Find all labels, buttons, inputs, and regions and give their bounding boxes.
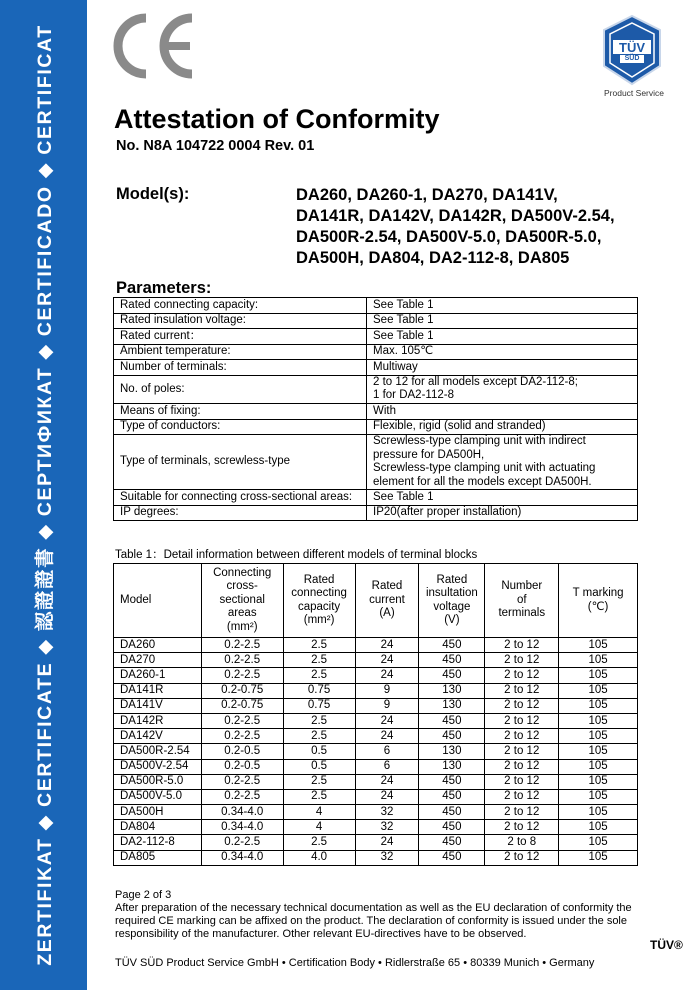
table1-caption: Table 1：Detail information between different models of terminal blocks — [115, 549, 478, 561]
table1-cell: 450 — [419, 835, 485, 850]
table1-cell: 2 to 12 — [485, 850, 559, 865]
table1-cell: 105 — [559, 789, 638, 804]
parameter-value — [367, 360, 638, 376]
table1-cell: 2.5 — [283, 653, 355, 668]
parameter-row — [114, 329, 638, 345]
table1-cell: 24 — [355, 713, 419, 728]
parameter-value — [367, 313, 638, 329]
table-row — [114, 668, 638, 683]
table1-model-cell: DA500H — [114, 805, 202, 820]
parameters-table — [113, 297, 638, 521]
table1-cell: 0.2-2.5 — [201, 789, 283, 804]
table1-cell: 105 — [559, 729, 638, 744]
table1-cell: 0.2-0.5 — [201, 759, 283, 774]
parameter-row — [114, 435, 638, 490]
table1-header-line: (mm²) — [226, 620, 258, 633]
table1-header-cell — [201, 564, 283, 638]
table1-cell: 2.5 — [283, 729, 355, 744]
table1-cell: 2 to 12 — [485, 820, 559, 835]
table1-cell: 6 — [355, 759, 419, 774]
table1-cell: 2 to 12 — [485, 638, 559, 653]
parameter-value — [367, 490, 638, 506]
parameter-name: Type of conductors: — [114, 419, 367, 435]
table1-cell: 32 — [355, 805, 419, 820]
table1-cell: 2.5 — [283, 668, 355, 683]
parameter-value-line: With — [373, 404, 396, 417]
models-line: DA500H, DA804, DA2-112-8, DA805 — [296, 249, 570, 267]
parameter-name: IP degrees: — [114, 505, 367, 521]
table-row — [114, 713, 638, 728]
table1-cell: 0.2-2.5 — [201, 713, 283, 728]
table1-cell: 2 to 12 — [485, 805, 559, 820]
table1-cell: 450 — [419, 713, 485, 728]
table1-header-line: sectional — [219, 593, 265, 606]
disclaimer-text: After preparation of the necessary technical documentation as well as the EU declaration of conformity the required CE marking can be affixed on the product. The declaration of conformity is issued under the sole responsibility of the manufacturer. Other relevant EU-directives have to be observed. — [115, 902, 632, 941]
parameter-row — [114, 505, 638, 521]
table1-cell: 105 — [559, 835, 638, 850]
table1-cell: 2 to 12 — [485, 653, 559, 668]
parameter-value — [367, 329, 638, 345]
table1-cell: 2 to 12 — [485, 729, 559, 744]
parameter-name: Ambient temperature: — [114, 344, 367, 360]
tuv-footer-mark: TÜV® — [650, 938, 683, 952]
table1-cell: 130 — [419, 744, 485, 759]
table1-header-line: of — [516, 593, 527, 606]
table1-model-cell: DA2-112-8 — [114, 835, 202, 850]
table1-model-cell: DA141V — [114, 698, 202, 713]
table1-cell: 2 to 12 — [485, 668, 559, 683]
parameters-label: Parameters: — [116, 279, 212, 297]
parameter-value-line: Multiway — [373, 360, 418, 373]
table1-cell: 2 to 12 — [485, 744, 559, 759]
parameter-row — [114, 490, 638, 506]
table1-header-line: Rated — [371, 580, 403, 593]
parameter-row — [114, 375, 638, 403]
table1-header-cell — [283, 564, 355, 638]
table1-model-cell: DA500V-2.54 — [114, 759, 202, 774]
table1-cell: 130 — [419, 759, 485, 774]
parameter-value — [367, 505, 638, 521]
table1-model-cell: DA804 — [114, 820, 202, 835]
table1-cell: 2.5 — [283, 638, 355, 653]
table-row — [114, 729, 638, 744]
table1-cell: 450 — [419, 850, 485, 865]
parameter-value-line: Screwless-type clamping unit with indirect — [373, 435, 586, 448]
parameter-name: Rated current： — [114, 329, 367, 345]
table1-cell: 2.5 — [283, 774, 355, 789]
table1-cell: 4.0 — [283, 850, 355, 865]
parameter-name: Type of terminals, screwless-type — [114, 435, 367, 490]
table1-cell: 0.2-2.5 — [201, 638, 283, 653]
table1-cell: 450 — [419, 653, 485, 668]
table1-header-line: Rated — [303, 573, 335, 586]
table1-header-line: areas — [227, 607, 257, 620]
parameter-value-line: See Table 1 — [373, 298, 434, 311]
table-row — [114, 835, 638, 850]
parameter-value — [367, 435, 638, 490]
table1-cell: 130 — [419, 683, 485, 698]
parameter-value-line: element for all the models except DA500H. — [373, 475, 592, 488]
table-row — [114, 820, 638, 835]
table1-model-cell: DA142R — [114, 713, 202, 728]
parameter-row — [114, 313, 638, 329]
parameter-value-line: See Table 1 — [373, 329, 434, 342]
table1-cell: 24 — [355, 789, 419, 804]
models-line: DA141R, DA142V, DA142R, DA500V-2.54, — [296, 207, 615, 225]
parameter-value-line: Screwless-type clamping unit with actuating — [373, 462, 596, 475]
table1-cell: 105 — [559, 698, 638, 713]
table1-header-line: T marking — [572, 587, 624, 599]
table1-cell: 32 — [355, 820, 419, 835]
tuv-logo-caption: Product Service — [604, 88, 664, 98]
table1-cell: 32 — [355, 850, 419, 865]
table1-header-line: Model — [120, 593, 152, 606]
table1-header-line: (A) — [379, 607, 395, 620]
footer-address: TÜV SÜD Product Service GmbH • Certification Body • Ridlerstraße 65 • 80339 Munich • Germany — [115, 957, 595, 969]
table1-cell: 0.5 — [283, 744, 355, 759]
tuv-logo-sub: SÜD — [624, 55, 640, 62]
table1-model-cell: DA500R-2.54 — [114, 744, 202, 759]
models-label: Model(s): — [116, 185, 190, 203]
table1-header-cell — [559, 564, 638, 638]
parameter-row — [114, 403, 638, 419]
parameter-value-line: See Table 1 — [373, 314, 434, 327]
table1-header-line: current — [369, 593, 405, 606]
table1-cell: 24 — [355, 774, 419, 789]
table1-cell: 2.5 — [283, 713, 355, 728]
parameter-name: Rated connecting capacity: — [114, 298, 367, 314]
parameter-name: Number of terminals: — [114, 360, 367, 376]
table1-cell: 4 — [283, 820, 355, 835]
parameter-value-line: Flexible, rigid (solid and stranded) — [373, 420, 546, 433]
table1-cell: 24 — [355, 653, 419, 668]
table1-cell: 24 — [355, 835, 419, 850]
table1-model-cell: DA260-1 — [114, 668, 202, 683]
parameter-name: Rated insulation voltage: — [114, 313, 367, 329]
table1-cell: 450 — [419, 805, 485, 820]
parameter-value — [367, 344, 638, 360]
table1-cell: 2 to 8 — [485, 835, 559, 850]
table1-model-cell: DA500V-5.0 — [114, 789, 202, 804]
table1-model-cell: DA142V — [114, 729, 202, 744]
table1-cell: 0.2-0.75 — [201, 683, 283, 698]
table1-cell: 105 — [559, 759, 638, 774]
table1-model-cell: DA500R-5.0 — [114, 774, 202, 789]
parameter-row — [114, 419, 638, 435]
table-row — [114, 638, 638, 653]
table-row — [114, 653, 638, 668]
table1-cell: 0.2-2.5 — [201, 729, 283, 744]
models-line: DA260, DA260-1, DA270, DA141V, — [296, 186, 558, 204]
terminal-blocks-table — [113, 563, 638, 866]
table1-cell: 9 — [355, 698, 419, 713]
table1-cell: 105 — [559, 668, 638, 683]
table1-cell: 105 — [559, 850, 638, 865]
table1-cell: 450 — [419, 668, 485, 683]
table1-header-line: voltage — [433, 600, 471, 613]
models-list — [296, 185, 646, 269]
ce-mark-logo — [112, 12, 202, 80]
parameter-name: No. of poles: — [114, 375, 367, 403]
table1-model-cell: DA141R — [114, 683, 202, 698]
table1-cell: 2 to 12 — [485, 713, 559, 728]
table1-cell: 105 — [559, 744, 638, 759]
table1-header-line: Number — [501, 580, 543, 593]
table1-cell: 105 — [559, 774, 638, 789]
document-number: No. N8A 104722 0004 Rev. 01 — [116, 138, 315, 154]
table1-header-cell — [419, 564, 485, 638]
table1-cell: 130 — [419, 698, 485, 713]
parameter-value-line: pressure for DA500H, — [373, 448, 485, 461]
parameter-value-line: IP20(after proper installation) — [373, 506, 522, 519]
table1-cell: 2 to 12 — [485, 759, 559, 774]
table1-header-cell — [355, 564, 419, 638]
table1-cell: 0.2-2.5 — [201, 835, 283, 850]
table1-cell: 105 — [559, 638, 638, 653]
table1-cell: 24 — [355, 729, 419, 744]
table1-cell: 4 — [283, 805, 355, 820]
table1-header-cell — [114, 564, 202, 638]
parameter-value-line: 2 to 12 for all models except DA2-112-8; — [373, 375, 578, 388]
table1-cell: 450 — [419, 638, 485, 653]
table-row — [114, 759, 638, 774]
table1-cell: 0.34-4.0 — [201, 820, 283, 835]
table1-cell: 105 — [559, 820, 638, 835]
table1-cell: 0.34-4.0 — [201, 850, 283, 865]
parameter-row — [114, 344, 638, 360]
table1-cell: 450 — [419, 729, 485, 744]
table1-cell: 0.2-0.75 — [201, 698, 283, 713]
table1-cell: 0.75 — [283, 698, 355, 713]
table1-cell: 0.75 — [283, 683, 355, 698]
parameter-value-line: See Table 1 — [373, 490, 434, 503]
table1-header-line: terminals — [498, 607, 546, 620]
table1-cell: 2 to 12 — [485, 789, 559, 804]
table1-cell: 6 — [355, 744, 419, 759]
table-row — [114, 774, 638, 789]
table-row — [114, 744, 638, 759]
table1-model-cell: DA260 — [114, 638, 202, 653]
parameter-row — [114, 298, 638, 314]
table1-cell: 0.2-2.5 — [201, 774, 283, 789]
parameter-value — [367, 298, 638, 314]
table1-header-line: insultation — [425, 587, 478, 599]
models-line: DA500R-2.54, DA500V-5.0, DA500R-5.0, — [296, 228, 602, 246]
table-row — [114, 805, 638, 820]
table1-header-line: (mm²) — [303, 614, 335, 626]
parameter-name: Suitable for connecting cross-sectional areas: — [114, 490, 367, 506]
table1-cell: 2 to 12 — [485, 774, 559, 789]
parameter-value — [367, 419, 638, 435]
table1-model-cell: DA805 — [114, 850, 202, 865]
table1-cell: 0.2-0.5 — [201, 744, 283, 759]
page-number: Page 2 of 3 — [115, 889, 172, 901]
table1-cell: 0.34-4.0 — [201, 805, 283, 820]
parameter-value — [367, 403, 638, 419]
table1-cell: 2.5 — [283, 789, 355, 804]
table1-cell: 24 — [355, 668, 419, 683]
table1-cell: 450 — [419, 774, 485, 789]
table1-header-line: (V) — [444, 614, 460, 626]
document-title: Attestation of Conformity — [114, 104, 440, 134]
table1-cell: 105 — [559, 683, 638, 698]
table1-header-line: connecting — [291, 587, 347, 599]
table1-cell: 450 — [419, 789, 485, 804]
table1-cell: 24 — [355, 638, 419, 653]
table1-cell: 105 — [559, 713, 638, 728]
table-row — [114, 683, 638, 698]
table-row — [114, 789, 638, 804]
certificate-sidebar — [0, 0, 87, 990]
table1-cell: 105 — [559, 805, 638, 820]
table1-cell: 2.5 — [283, 835, 355, 850]
parameter-value-line: Max. 105℃ — [373, 345, 434, 358]
table1-model-cell: DA270 — [114, 653, 202, 668]
table1-cell: 2 to 12 — [485, 683, 559, 698]
table-row — [114, 850, 638, 865]
table1-header-line: cross- — [226, 580, 258, 593]
parameter-name: Means of fixing: — [114, 403, 367, 419]
table1-cell: 0.5 — [283, 759, 355, 774]
parameter-value — [367, 375, 638, 403]
table1-cell: 450 — [419, 820, 485, 835]
table1-cell: 0.2-2.5 — [201, 653, 283, 668]
table1-cell: 9 — [355, 683, 419, 698]
table1-cell: 105 — [559, 653, 638, 668]
table-row — [114, 698, 638, 713]
tuv-logo-name: TÜV — [619, 40, 645, 55]
table1-cell: 0.2-2.5 — [201, 668, 283, 683]
parameter-value-line: 1 for DA2-112-8 — [373, 389, 454, 402]
table1-header-line: Rated — [436, 573, 468, 586]
table1-header-line: capacity — [298, 600, 341, 613]
sidebar-text: ZERTIFIKAT ◆ CERTIFICATE ◆ 認證證書 ◆ СЕРТИФИКАТ ◆ CERTIFICADO ◆ CERTIFICAT — [34, 24, 56, 966]
table1-header-line: Connecting — [213, 566, 272, 579]
table1-cell: 2 to 12 — [485, 698, 559, 713]
parameter-row — [114, 360, 638, 376]
table1-header-line: (℃) — [587, 600, 609, 613]
table1-header-cell — [485, 564, 559, 638]
